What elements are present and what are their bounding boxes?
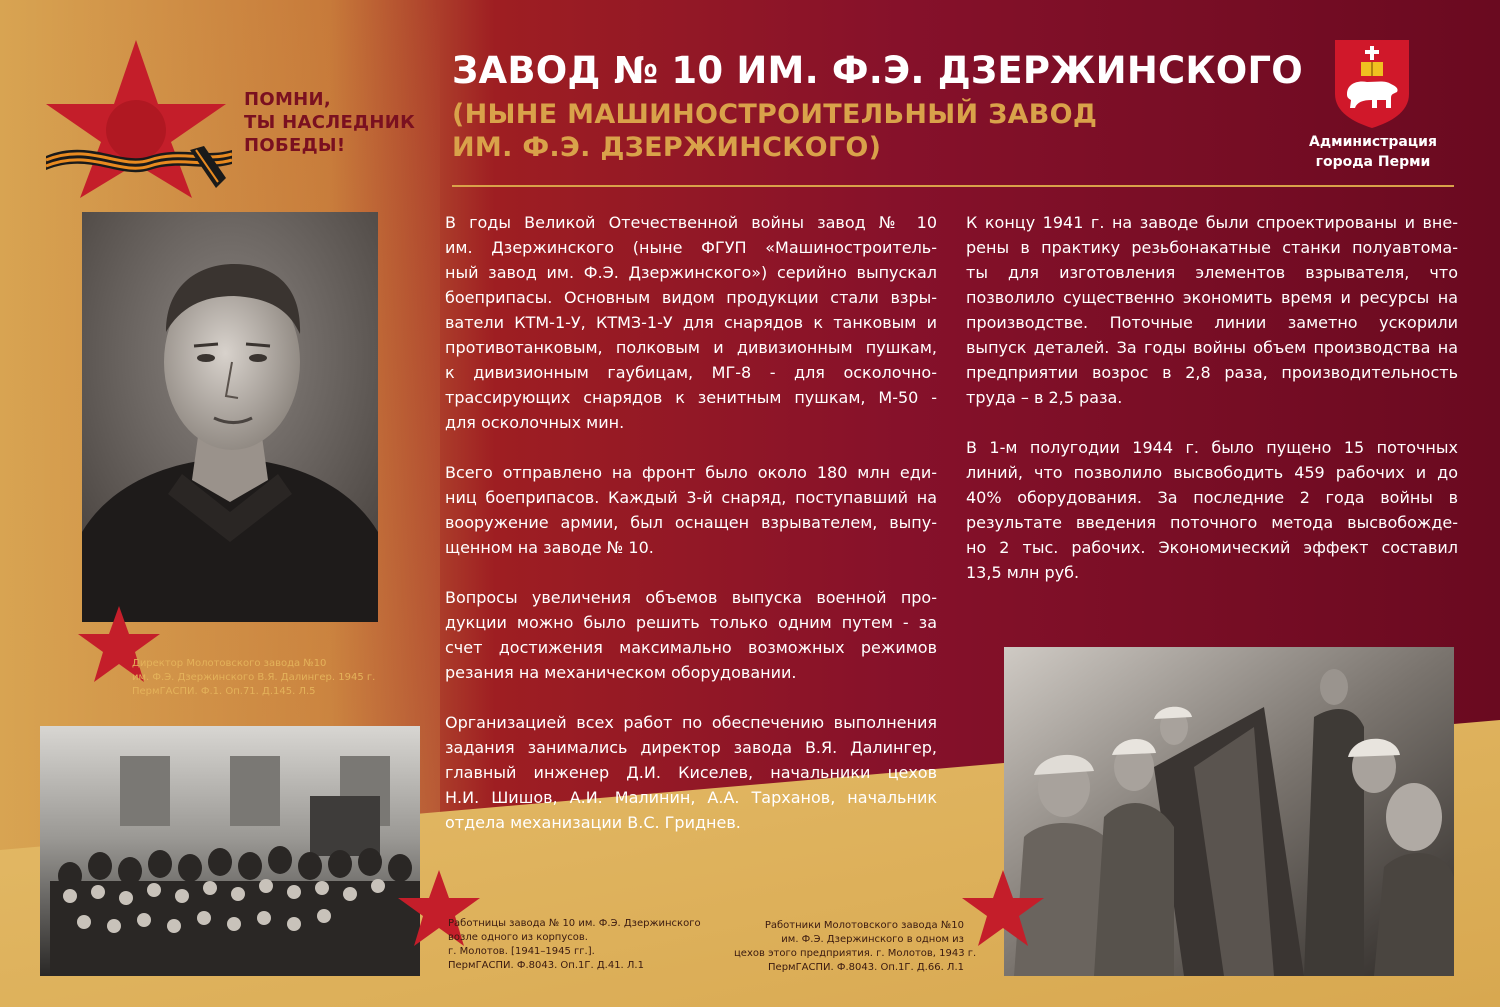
paragraph — [445, 710, 937, 835]
paragraph — [966, 210, 1458, 410]
women-workers-group-photo — [40, 726, 420, 976]
text-line: В 1-м полугодии 1944 г. было пущено 15 поточных — [966, 438, 1458, 457]
caption-line: им. Ф.Э. Дзержинского В.Я. Далингер. 1945 г. — [132, 672, 376, 683]
caption-line: г. Молотов. [1941–1945 гг.]. — [448, 946, 595, 957]
women-group-caption — [448, 917, 701, 973]
caption-line: возле одного из корпусов. — [448, 932, 588, 943]
text-line: рены в практику резьбонакатные станки полуавтома- — [966, 238, 1458, 257]
text-line: щенном на заводе № 10. — [445, 538, 654, 557]
text-line: резания на механическом оборудовании. — [445, 663, 797, 682]
slogan — [244, 88, 444, 157]
text-line: противотанковым, полковым и дивизионным пушкам, — [445, 338, 937, 357]
text-line: счет достижения максимально возможных режимов — [445, 638, 937, 657]
text-line: для осколочных мин. — [445, 413, 625, 432]
page-subtitle — [452, 98, 1212, 164]
text-line: ты для изготовления элементов взрывателя, что — [966, 263, 1458, 282]
caption-line: ПермГАСПИ. Ф.1. Оп.71. Д.145. Л.5 — [132, 686, 316, 697]
caption-line: цехов этого предприятия. г. Молотов, 1943 г. — [734, 948, 977, 959]
text-line: ватели КТМ-1-У, КТМЗ-1-У для снарядов к танковым и — [445, 313, 937, 332]
paragraph — [445, 460, 937, 560]
text-line: результате введения поточного метода высвобожде- — [966, 513, 1458, 532]
text-line: ниц боеприпасов. Каждый 3-й снаряд, поступавший на — [445, 488, 937, 507]
text-line: ный завод им. Ф.Э. Дзержинского») серийно выпускал — [445, 263, 937, 282]
text-line: Организацией всех работ по обеспечению выполнения — [445, 713, 937, 732]
text-line: труда – в 2,5 раза. — [966, 388, 1123, 407]
portrait-caption — [132, 657, 375, 699]
paragraph — [445, 210, 937, 435]
text-line: вооружение армии, был оснащен взрывателем, выпу- — [445, 513, 937, 532]
admin-line: Администрация — [1309, 134, 1437, 150]
text-line: главный инженер Д.И. Киселев, начальники цехов — [445, 763, 937, 782]
subtitle-line: (НЫНЕ МАШИНОСТРОИТЕЛЬНЫЙ ЗАВОД — [452, 99, 1098, 130]
text-line: Вопросы увеличения объемов выпуска военной про- — [445, 588, 937, 607]
caption-line: им. Ф.Э. Дзержинского в одном из — [781, 934, 964, 945]
text-line: предприятии возрос в 2,8 раза, производительность — [966, 363, 1458, 382]
director-portrait-photo — [82, 212, 378, 622]
paragraph — [966, 435, 1458, 585]
text-line: отдела механизации В.С. Гриднев. — [445, 813, 741, 832]
text-line: Всего отправлено на фронт было около 180 млн еди- — [445, 463, 937, 482]
victory-star-emblem — [40, 38, 240, 198]
left-text-column — [445, 210, 937, 860]
text-line: линий, что позволило высвободить 459 рабочих и до — [966, 463, 1458, 482]
text-line: В годы Великой Отечественной войны завод № 10 — [445, 213, 937, 232]
text-line: к дивизионным гаубицам, МГ-8 - для осколочно- — [445, 363, 937, 382]
caption-line: Работники Молотовского завода №10 — [764, 920, 964, 931]
subtitle-line: ИМ. Ф.Э. ДЗЕРЖИНСКОГО) — [452, 132, 882, 163]
text-line: дукции можно было решить только одним путем - за — [445, 613, 937, 632]
text-line: им. Дзержинского (ныне ФГУП «Машиностроитель- — [445, 238, 937, 257]
page-title: ЗАВОД № 10 ИМ. Ф.Э. ДЗЕРЖИНСКОГО — [452, 49, 1303, 92]
perm-coat-of-arms-icon — [1333, 38, 1411, 128]
text-line: позволило существенно экономить время и ресурсы на — [966, 288, 1458, 307]
administration-label — [1296, 132, 1450, 172]
slogan-line: ТЫ НАСЛЕДНИК — [244, 112, 416, 133]
workshop-workers-photo — [1004, 647, 1454, 976]
caption-line: ПермГАСПИ. Ф.8043. Оп.1Г. Д.66. Л.1 — [768, 962, 964, 973]
right-text-column — [966, 210, 1458, 610]
text-line: трассирующих снарядов к зенитным пушкам, М-50 - — [445, 388, 937, 407]
text-line: но 2 тыс. рабочих. Экономический эффект составил — [966, 538, 1458, 557]
text-line: производстве. Поточные линии заметно ускорили — [966, 313, 1458, 332]
caption-star-icon — [960, 868, 1046, 950]
slogan-line: ПОМНИ, — [244, 89, 332, 110]
text-line: 40% оборудования. За последние 2 года войны в — [966, 488, 1458, 507]
paragraph — [445, 585, 937, 685]
admin-line: города Перми — [1315, 154, 1431, 170]
workers-caption — [734, 919, 977, 975]
title-divider — [452, 185, 1454, 187]
slogan-line: ПОБЕДЫ! — [244, 135, 346, 156]
text-line: боеприпасы. Основным видом продукции стали взры- — [445, 288, 937, 307]
caption-line: Директор Молотовского завода №10 — [132, 658, 327, 669]
caption-line: Работницы завода № 10 им. Ф.Э. Дзержинского — [448, 918, 701, 929]
text-line: задания занимались директор завода В.Я. Далингер, — [445, 738, 937, 757]
text-line: Н.И. Шишов, А.И. Малинин, А.А. Тарханов, начальник — [445, 788, 937, 807]
text-line: К концу 1941 г. на заводе были спроектированы и вне- — [966, 213, 1458, 232]
caption-line: ПермГАСПИ. Ф.8043. Оп.1Г. Д.41. Л.1 — [448, 960, 644, 971]
text-line: выпуск деталей. За годы войны объем производства на — [966, 338, 1458, 357]
text-line: 13,5 млн руб. — [966, 563, 1080, 582]
